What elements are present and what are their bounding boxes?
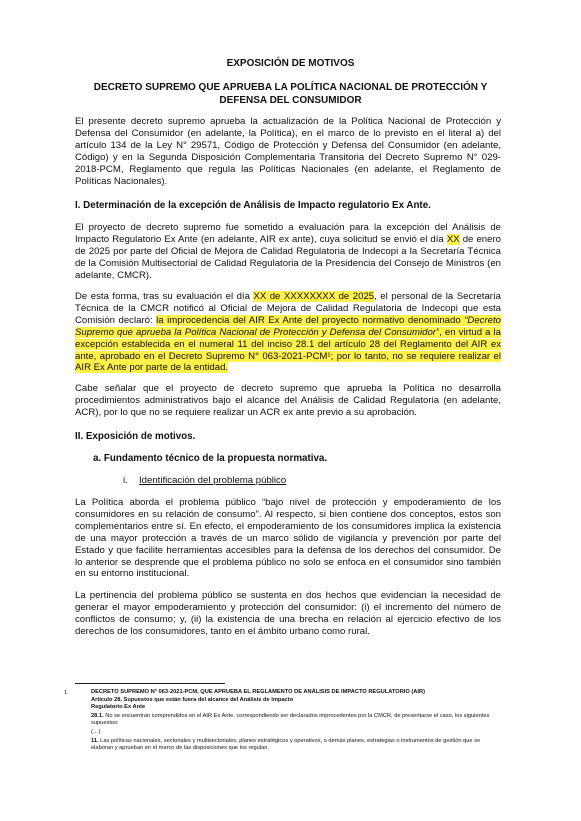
document-title: EXPOSICIÓN DE MOTIVOS xyxy=(226,58,355,69)
section-2-paragraph-2: La pertinencia del problema público se sustenta en dos hechos que evidencian la necesidad de generar el mayor empoderamiento y protección del consumidor: (i) el incremento del número de conflictos de consumo; y, (ii) la existencia de una brecha en relación al ejercicio efectivo de los derechos de los consumidores, tanto en el ámbito urbano como rural. xyxy=(75,590,501,637)
footnote-article-line2: Regulatorio Ex Ante xyxy=(91,704,146,710)
footnote-item-28-1-num: 28.1. xyxy=(91,713,104,719)
section-1-heading: I. Determinación de la excepción de Análisis de Impacto regulatorio Ex Ante. xyxy=(75,200,431,211)
section-1-paragraph-2 xyxy=(75,291,501,374)
highlight-improcedencia-b: , en virtud a la excepción establecida en el numeral 11 del inciso 28.1 del artículo 28 del Reglamento del AIR ex ante, aprobado en el Decreto Supremo N° 063-2021-PCM¹; por lo tanto, no se requiere realizar el AIR Ex Ante por parte de la entidad. xyxy=(75,326,502,374)
section-1-paragraph-1 xyxy=(75,222,501,282)
footnote-number: 1 xyxy=(64,690,68,696)
subsection-a-heading: a. Fundamento técnico de la propuesta normativa. xyxy=(93,453,328,464)
intro-paragraph: El presente decreto supremo aprueba la actualización de la Política Nacional de Protección y Defensa del Consumidor (en adelante, la Política), en el marco de lo previsto en el literal a) del artículo 134 de la Ley N° 29571, Código de Protección y Defensa del Consumidor (en adelante, Código) y en la Segunda Disposición Complementaria Transitoria del Decreto Supremo N° 029-2018-PCM, Reglamento que regula las Políticas Nacionales (en adelante, el Reglamento de Políticas Nacionales). xyxy=(75,116,501,187)
highlight-improcedencia-a: la improcedencia del AIR Ex Ante del proyecto normativo denominado xyxy=(156,314,465,326)
section-2-heading: II. Exposición de motivos. xyxy=(75,431,196,442)
footnote-item-11-text: Las políticas nacionales, sectoriales y multisectoriales, planes estratégicos y operativos, o demás planes, estrategias o instrumentos de gestión que se elaboran y aprueban en el marco de las disposiciones que los regulan. xyxy=(91,738,481,752)
highlight-date-day: XX xyxy=(446,233,460,245)
highlight-evaluation-date: XX de XXXXXXXX de 2025 xyxy=(253,291,375,302)
footnote-item-11 xyxy=(91,738,501,753)
p2-text-a: De esta forma, tras su evaluación el día xyxy=(75,291,254,302)
decree-title-line2: DEFENSA DEL CONSUMIDOR xyxy=(219,95,362,106)
footnote-title: DECRETO SUPREMO N° 063-2021-PCM, QUE APRUEBA EL REGLAMENTO DE ANÁLISIS DE IMPACTO REGULATORIO (AIR) xyxy=(91,689,425,695)
footnote-ellipsis: (…) xyxy=(91,729,101,735)
p1-text-a: El proyecto de decreto supremo fue sometido a evaluación para la excepción del Análisis de Impacto Regulatorio Ex Ante (en adelante, AIR ex ante), cuya solicitud se envió el día xyxy=(75,222,501,245)
decree-title-line1: DECRETO SUPREMO QUE APRUEBA LA POLÍTICA NACIONAL DE PROTECCIÓN Y xyxy=(93,82,488,93)
p2-text-b: , el personal de la Secretaría Técnica de la CMCR notificó al Oficial de Mejora de Calidad Regulatoria de Indecopi que esta Comisión declaró: xyxy=(75,291,501,326)
section-2-paragraph-1: La Política aborda el problema público “bajo nivel de protección y empoderamiento de los consumidores en su relación de consumo”. Al respecto, si bien contiene dos conceptos, estos son complementarios entre sí. En efecto, el empoderamiento de los consumidores implica la existencia de una mayor protección a través de un marco sólido de vigilancia y prevención por parte del Estado y que facilite herramientas accesibles para la defensa de los derechos del consumidor. De lo anterior se desprende que el problema público no solo se enfoca en el consumidor sino también en su entorno institucional. xyxy=(75,497,501,580)
footnote-item-11-num: 11. xyxy=(91,738,99,744)
footnote-item-28-1 xyxy=(91,713,501,728)
footnote-separator xyxy=(75,683,225,684)
footnote-item-28-1-text: No se encuentran comprendidos en el AIR Ex Ante, correspondiendo ser declarados improcedentes por la CMCR, de presentarse el caso, los siguientes supuestos: xyxy=(91,713,490,727)
subsection-i-number: i. xyxy=(123,475,128,486)
footnote-article: Artículo 28. Supuestos que están fuera del alcance del Análisis de Impacto xyxy=(91,697,294,703)
p1-text-b: de enero de 2025 por parte del Oficial de Mejora de Calidad Regulatoria de Indecopi a la Secretaría Técnica de la Comisión Multisectorial de Calidad Regulatoria de la Presidencia del Consejo de Ministros (en adelante, CMCR). xyxy=(75,233,501,281)
subsection-i-heading: Identificación del problema público xyxy=(139,475,287,486)
section-1-paragraph-3: Cabe señalar que el proyecto de decreto supremo que aprueba la Política no desarrolla procedimientos administrativos bajo el alcance del Análisis de Calidad Regulatoria (en adelante, ACR), por lo que no se requiere realizar un ACR ex ante previo a su aprobación. xyxy=(75,383,501,418)
highlight-decree-name: “Decreto Supremo que aprueba la Política Nacional de Protección y Defensa del Consumidor” xyxy=(75,314,501,338)
